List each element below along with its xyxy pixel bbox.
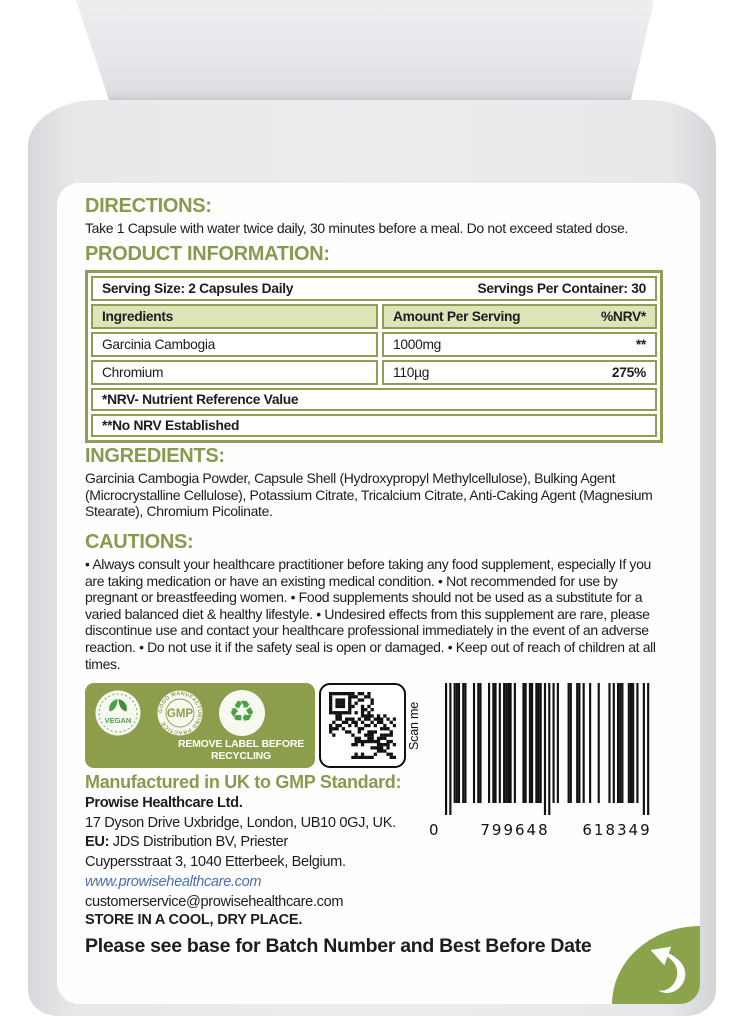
product-label bbox=[57, 183, 700, 1004]
supplement-facts-table bbox=[85, 270, 663, 443]
qr-caption bbox=[405, 683, 423, 768]
website-link: www.prowisehealthcare.com bbox=[85, 873, 262, 890]
table-row bbox=[91, 332, 657, 357]
barcode-bars bbox=[429, 683, 667, 819]
ingredient-values bbox=[382, 332, 657, 357]
uk-address: 17 Dyson Drive Uxbridge, London, UB10 0GJ, UK. bbox=[85, 814, 396, 831]
table-row bbox=[91, 276, 657, 301]
table-header-row bbox=[91, 304, 657, 329]
gmp-label: GMP bbox=[166, 708, 194, 720]
col-amount: Amount Per Serving bbox=[393, 309, 521, 324]
qr-pattern bbox=[329, 692, 396, 759]
batch-note: Please see base for Batch Number and Best Before Date bbox=[85, 935, 592, 957]
nrv-value: 275% bbox=[611, 365, 646, 380]
vegan-label: VEGAN bbox=[104, 716, 132, 725]
ingredient-name: Garcinia Cambogia bbox=[91, 332, 378, 357]
recycle-note: REMOVE LABEL BEFORE RECYCLING bbox=[177, 738, 305, 762]
product-information-heading: PRODUCT INFORMATION: bbox=[85, 243, 330, 265]
table-row bbox=[91, 360, 657, 385]
directions-heading: DIRECTIONS: bbox=[85, 195, 212, 217]
badge-circles bbox=[95, 690, 265, 736]
storage-instruction: STORE IN A COOL, DRY PLACE. bbox=[85, 912, 303, 928]
eu-address-line1 bbox=[85, 833, 430, 853]
no-nrv-footnote: **No NRV Established bbox=[91, 414, 657, 437]
table-footnote-row bbox=[91, 414, 657, 437]
ingredients-text: Garcinia Cambogia Powder, Capsule Shell (Hydroxypropyl Methylcellulose), Bulking Agent (Microcrystalline Cellulose), Potassium Citrate, Tricalcium Citrate, Anti-Caking Agent (Magnesium Stearate), Chromium Picolinate. bbox=[85, 470, 653, 520]
qr-code bbox=[319, 683, 406, 768]
col-ingredients: Ingredients bbox=[91, 304, 378, 329]
certification-panel bbox=[85, 683, 315, 768]
col-amount-nrv bbox=[382, 304, 657, 329]
barcode-lead-digit: 0 bbox=[429, 821, 439, 839]
cautions-text: • Always consult your healthcare practitioner before taking any food supplement, especially If you are taking medication or have an existing medical condition. • Not recommended for use by pregnant or breastfeeding women. • Food supplements should not be used as a substitute for a varied balanced diet & healthy lifestyle. • Undesired effects from this supplement are rare, please discontinue use and contact your healthcare professional immediately in the event of an adverse reaction. • Do not use it if the safety seal is open or damaged. • Keep out of reach of children at all times. bbox=[85, 556, 656, 672]
amount-value: 1000mg bbox=[393, 337, 442, 352]
servings-per-container: Servings Per Container: 30 bbox=[477, 281, 646, 296]
manufacturer-block bbox=[85, 794, 430, 912]
bottle-cap bbox=[76, 0, 654, 100]
barcode bbox=[429, 683, 667, 845]
eu-distributor: JDS Distribution BV, Priester bbox=[109, 834, 288, 851]
ingredients-heading: INGREDIENTS: bbox=[85, 445, 225, 467]
eu-address-line2: Cuypersstraat 3, 1040 Etterbeek, Belgium. bbox=[85, 854, 346, 871]
eu-label: EU: bbox=[85, 834, 110, 851]
ingredient-values bbox=[382, 360, 657, 385]
directions-text: Take 1 Capsule with water twice daily, 30 minutes before a meal. Do not exceed stated dose. bbox=[85, 220, 628, 236]
cautions-heading: CAUTIONS: bbox=[85, 531, 194, 553]
company-name: Prowise Healthcare Ltd. bbox=[85, 795, 243, 811]
barcode-right-digits: 618349 bbox=[582, 821, 652, 839]
ingredient-name: Chromium bbox=[91, 360, 378, 385]
amount-value: 110µg bbox=[393, 365, 430, 380]
email-address: customerservice@prowisehealthcare.com bbox=[85, 893, 344, 910]
flip-arrow-icon bbox=[642, 942, 690, 994]
nrv-footnote: *NRV- Nutrient Reference Value bbox=[91, 388, 657, 411]
col-nrv: %NRV* bbox=[600, 309, 646, 324]
vegan-icon bbox=[95, 690, 141, 736]
scan-me-text: Scan me bbox=[407, 702, 421, 750]
serving-row bbox=[91, 276, 657, 301]
recycle-icon: ♻ bbox=[219, 690, 265, 736]
table-footnote-row bbox=[91, 388, 657, 411]
barcode-left-digits: 799648 bbox=[480, 821, 550, 839]
nrv-value: ** bbox=[635, 337, 646, 352]
manufactured-heading: Manufactured in UK to GMP Standard: bbox=[85, 772, 402, 792]
gmp-icon bbox=[157, 690, 203, 736]
barcode-digits bbox=[429, 821, 667, 841]
gmp-ring-text: GOOD MANUFACTURING PRACTICE bbox=[157, 690, 203, 736]
serving-size: Serving Size: 2 Capsules Daily bbox=[102, 281, 294, 296]
